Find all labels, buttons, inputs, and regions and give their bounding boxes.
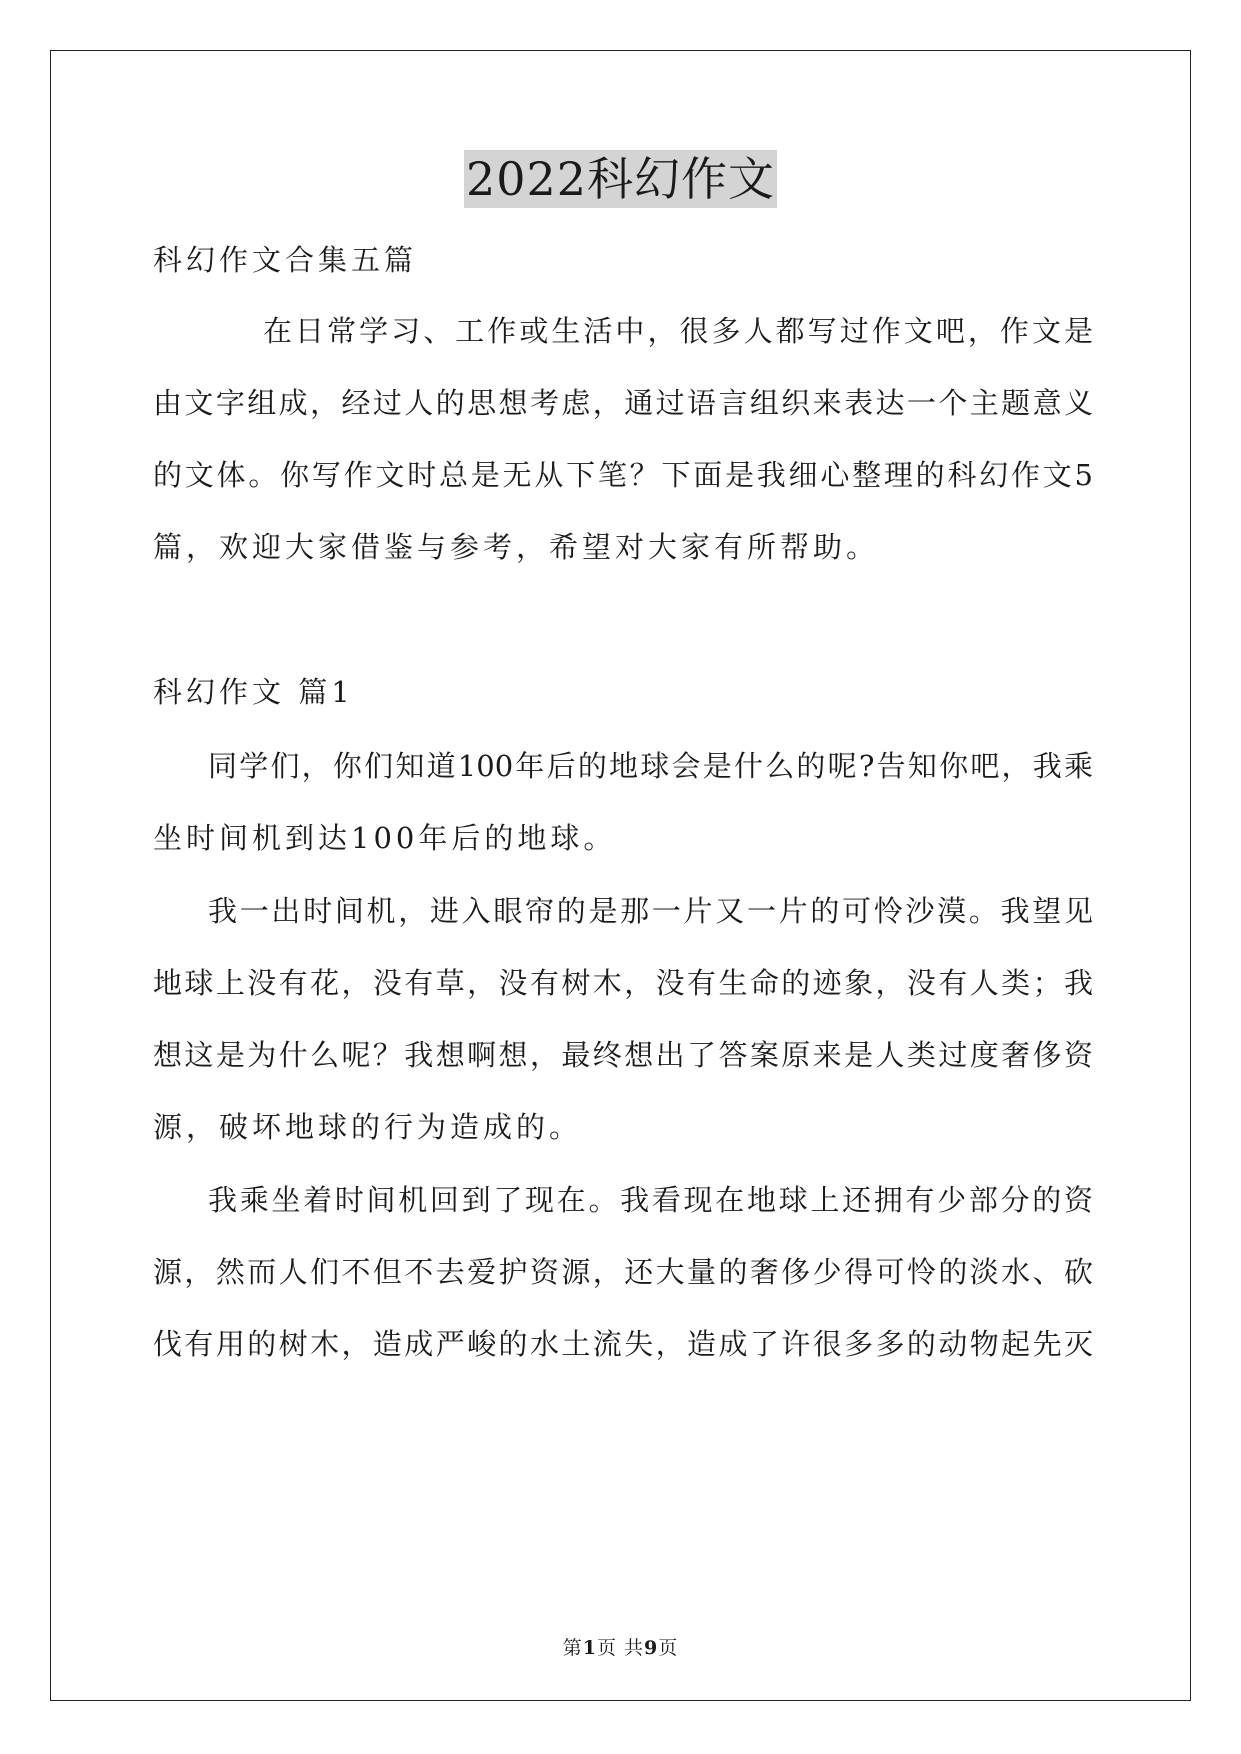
section-heading: 科幻作文 篇1 [153, 675, 354, 709]
paragraph-line: 我乘坐着时间机回到了现在。我看现在地球上还拥有少部分的资 [208, 1183, 1093, 1217]
document-title-wrap [0, 150, 1241, 208]
paragraph-line: 我一出时间机，进入眼帘的是那一片又一片的可怜沙漠。我望见 [208, 894, 1093, 928]
footer-total-pages: 9 [644, 1637, 659, 1659]
paragraph-line: 同学们，你们知道100年后的地球会是什么的呢?告知你吧，我乘 [208, 749, 1093, 783]
paragraph-line: 的文体。你写作文时总是无从下笔？下面是我细心整理的科幻作文5 [153, 458, 1093, 492]
paragraph-line: 坐时间机到达100年后的地球。 [153, 821, 617, 855]
page-footer [0, 1633, 1241, 1660]
footer-page-number: 1 [582, 1637, 597, 1659]
paragraph-line: 在日常学习、工作或生活中，很多人都写过作文吧，作文是 [263, 314, 1093, 348]
paragraph-line: 源，破坏地球的行为造成的。 [153, 1110, 583, 1144]
paragraph-line: 由文字组成，经过人的思想考虑，通过语言组织来表达一个主题意义 [153, 386, 1093, 420]
paragraph-line: 源，然而人们不但不去爱护资源，还大量的奢侈少得可怜的淡水、砍 [153, 1255, 1093, 1289]
page-border [50, 50, 1191, 1701]
paragraph-line: 想这是为什么呢？我想啊想，最终想出了答案原来是人类过度奢侈资 [153, 1038, 1093, 1072]
footer-prefix: 第 [562, 1637, 583, 1659]
paragraph-line: 地球上没有花，没有草，没有树木，没有生命的迹象，没有人类；我 [153, 966, 1093, 1000]
document-title: 2022科幻作文 [465, 152, 776, 206]
footer-suffix: 页 [658, 1637, 679, 1659]
paragraph-line: 伐有用的树木，造成严峻的水土流失，造成了许很多多的动物起先灭 [153, 1327, 1093, 1361]
footer-middle: 页 共 [596, 1637, 645, 1659]
subtitle: 科幻作文合集五篇 [153, 243, 418, 277]
paragraph-line: 篇，欢迎大家借鉴与参考，希望对大家有所帮助。 [153, 530, 880, 564]
